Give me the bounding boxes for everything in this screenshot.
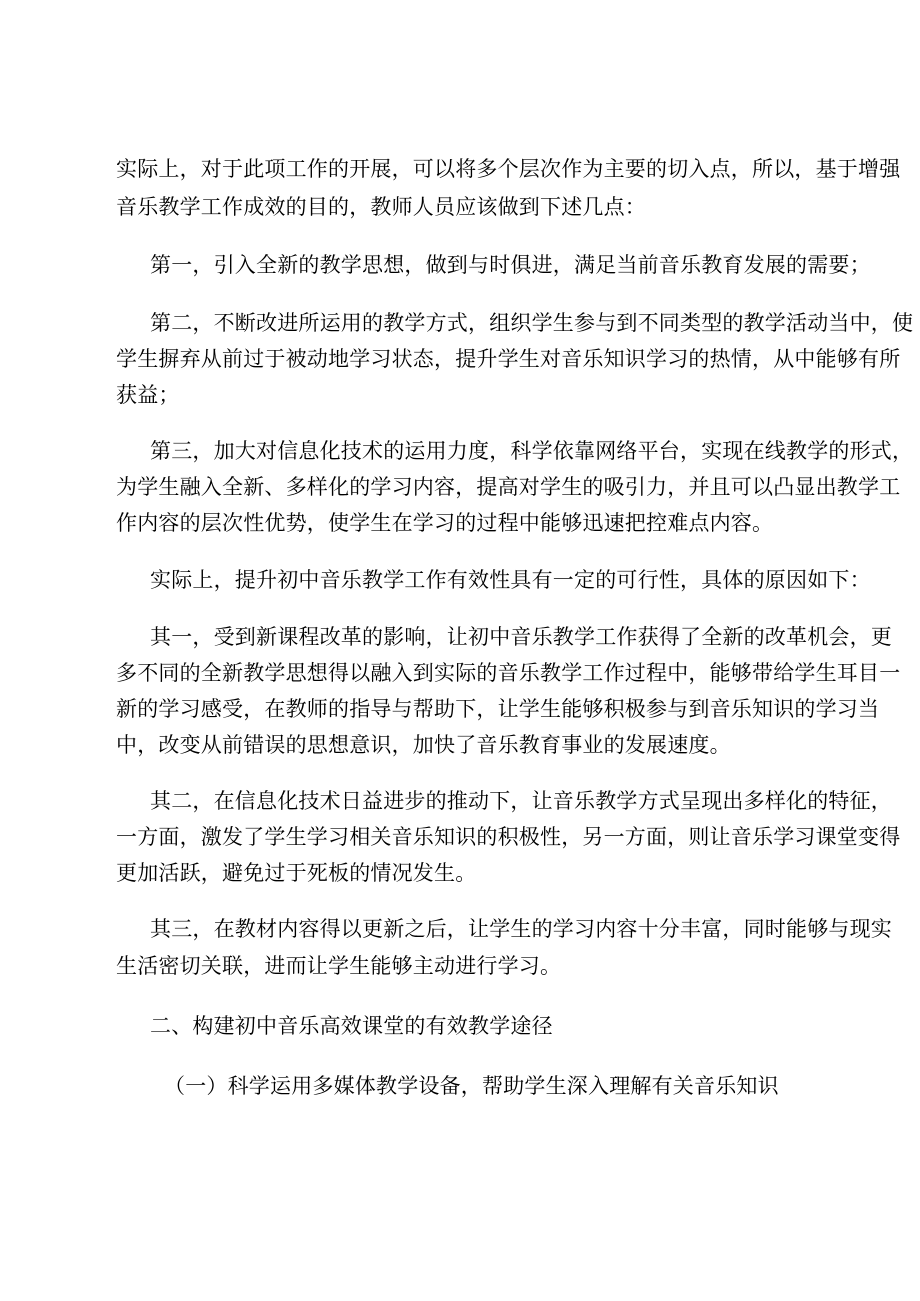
section-heading: 二、构建初中音乐高效课堂的有效教学途径: [150, 1014, 553, 1038]
paragraph-line: 第三，加大对信息化技术的运用力度，科学依靠网络平台，实现在线教学的形式，: [150, 439, 914, 463]
paragraph-line: 其一，受到新课程改革的影响，让初中音乐教学工作获得了全新的改革机会，更: [150, 625, 892, 649]
paragraph-line: 学生摒弃从前过于被动地学习状态，提升学生对音乐知识学习的热情，从中能够有所: [116, 347, 901, 371]
subsection-heading: （一）科学运用多媒体教学设备，帮助学生深入理解有关音乐知识: [164, 1074, 779, 1098]
paragraph-line: 获益；: [116, 383, 180, 407]
paragraph-line: 多不同的全新教学思想得以融入到实际的音乐教学工作过程中，能够带给学生耳目一: [116, 661, 901, 685]
paragraph-line: 作内容的层次性优势，使学生在学习的过程中能够迅速把控难点内容。: [116, 511, 774, 535]
paragraph-line: 第二，不断改进所运用的教学方式，组织学生参与到不同类型的教学活动当中，使: [150, 311, 914, 335]
paragraph-line: 音乐教学工作成效的目的，教师人员应该做到下述几点：: [116, 195, 646, 219]
paragraph-line: 第一，引入全新的教学思想，做到与时俱进，满足当前音乐教育发展的需要；: [150, 253, 871, 277]
paragraph-line: 实际上，对于此项工作的开展，可以将多个层次作为主要的切入点，所以，基于增强: [116, 157, 901, 181]
paragraph-line: 生活密切关联，进而让学生能够主动进行学习。: [116, 954, 562, 978]
paragraph-line: 实际上，提升初中音乐教学工作有效性具有一定的可行性，具体的原因如下：: [150, 568, 871, 592]
paragraph-line: 其三，在教材内容得以更新之后，让学生的学习内容十分丰富，同时能够与现实: [150, 917, 892, 941]
paragraph-line: 中，改变从前错误的思想意识，加快了音乐教育事业的发展速度。: [116, 733, 731, 757]
paragraph-line: 为学生融入全新、多样化的学习内容，提高对学生的吸引力，并且可以凸显出教学工: [116, 475, 901, 499]
paragraph-line: 新的学习感受，在教师的指导与帮助下，让学生能够积极参与到音乐知识的学习当: [116, 697, 880, 721]
paragraph-line: 其二，在信息化技术日益进步的推动下，让音乐教学方式呈现出多样化的特征，: [150, 789, 892, 813]
paragraph-line: 一方面，激发了学生学习相关音乐知识的积极性，另一方面，则让音乐学习课堂变得: [116, 825, 901, 849]
paragraph-line: 更加活跃，避免过于死板的情况发生。: [116, 861, 477, 885]
